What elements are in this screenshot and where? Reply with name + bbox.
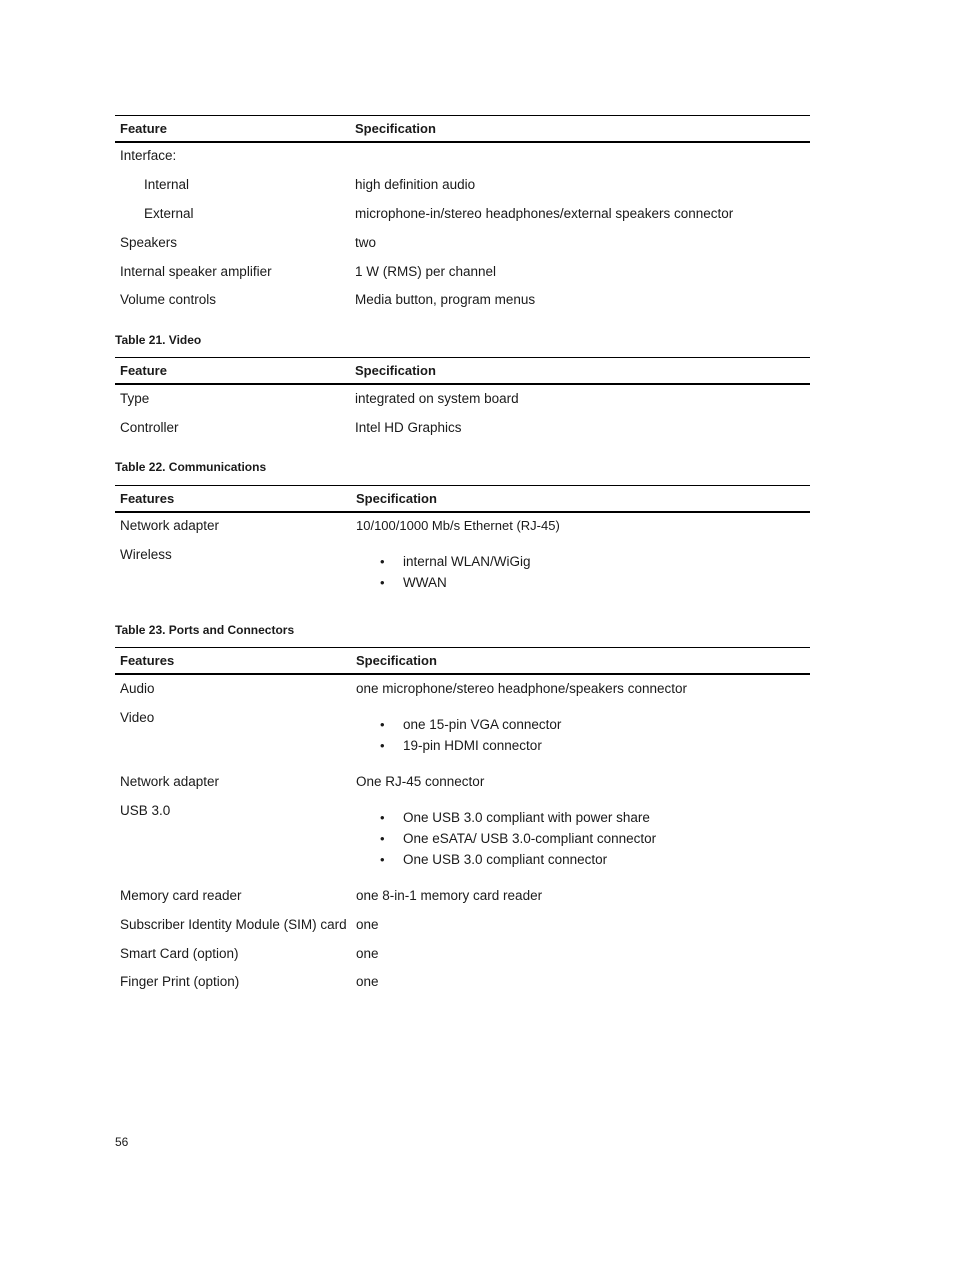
row-spec: one: [356, 946, 379, 961]
header-feature: Features: [120, 653, 175, 668]
header-feature: Feature: [120, 121, 167, 136]
row-feature: Smart Card (option): [120, 946, 239, 961]
table-caption-video: Table 21. Video: [115, 333, 202, 347]
header-feature: Features: [120, 491, 175, 506]
list-item: • 19-pin HDMI connector: [403, 738, 561, 759]
row-feature: Internal: [144, 177, 190, 192]
row-spec: 1 W (RMS) per channel: [355, 264, 497, 279]
row-spec: high definition audio: [355, 177, 476, 192]
table-header: [115, 648, 810, 675]
row-spec: 10/100/1000 Mb/s Ethernet (RJ-45): [356, 518, 560, 533]
header-specification: Specification: [355, 363, 436, 378]
row-spec: microphone-in/stereo headphones/external speakers connector: [355, 206, 734, 221]
header-specification: Specification: [356, 653, 437, 668]
header-specification: Specification: [355, 121, 436, 136]
table-header: [115, 116, 810, 143]
table-header: [115, 486, 810, 513]
row-feature: Type: [120, 391, 150, 406]
row-feature: Volume controls: [120, 292, 217, 307]
row-spec: one microphone/stereo headphone/speakers connector: [356, 681, 687, 696]
row-feature: Network adapter: [120, 518, 220, 533]
row-spec: one: [356, 917, 379, 932]
wireless-bullet-list: [403, 554, 531, 596]
row-spec: integrated on system board: [355, 391, 519, 406]
row-spec: Media button, program menus: [355, 292, 536, 307]
row-spec: one: [356, 974, 379, 989]
list-item: • internal WLAN/WiGig: [403, 554, 531, 575]
row-spec: Intel HD Graphics: [355, 420, 462, 435]
row-feature: Internal speaker amplifier: [120, 264, 272, 279]
row-feature: Video: [120, 710, 155, 725]
header-feature: Feature: [120, 363, 167, 378]
video-table: [115, 357, 810, 435]
row-feature: Speakers: [120, 235, 178, 250]
row-feature: Wireless: [120, 547, 172, 562]
row-feature: Subscriber Identity Module (SIM) card: [120, 917, 347, 932]
usb-bullet-list: [403, 810, 656, 873]
list-item: • One USB 3.0 compliant connector: [403, 852, 656, 873]
communications-table: [115, 485, 810, 590]
list-item: • WWAN: [403, 575, 531, 596]
row-feature: Memory card reader: [120, 888, 242, 903]
video-bullet-list: [403, 717, 561, 759]
row-feature: Controller: [120, 420, 179, 435]
audio-table: [115, 115, 810, 307]
row-spec: one 8-in-1 memory card reader: [356, 888, 543, 903]
table-caption-communications: Table 22. Communications: [115, 460, 267, 474]
row-feature: Network adapter: [120, 774, 220, 789]
row-spec: One RJ-45 connector: [356, 774, 485, 789]
row-feature: External: [144, 206, 194, 221]
row-feature: USB 3.0: [120, 803, 171, 818]
list-item: • One eSATA/ USB 3.0-compliant connector: [403, 831, 656, 852]
list-item: • one 15-pin VGA connector: [403, 717, 561, 738]
page-number: 56: [115, 1135, 129, 1149]
header-specification: Specification: [356, 491, 437, 506]
table-caption-ports: Table 23. Ports and Connectors: [115, 623, 295, 637]
list-item: • One USB 3.0 compliant with power share: [403, 810, 656, 831]
ports-connectors-table: [115, 647, 810, 989]
table-header: [115, 358, 810, 385]
row-spec: two: [355, 235, 377, 250]
row-feature: Finger Print (option): [120, 974, 240, 989]
row-feature: Audio: [120, 681, 155, 696]
row-feature: Interface:: [120, 148, 177, 163]
